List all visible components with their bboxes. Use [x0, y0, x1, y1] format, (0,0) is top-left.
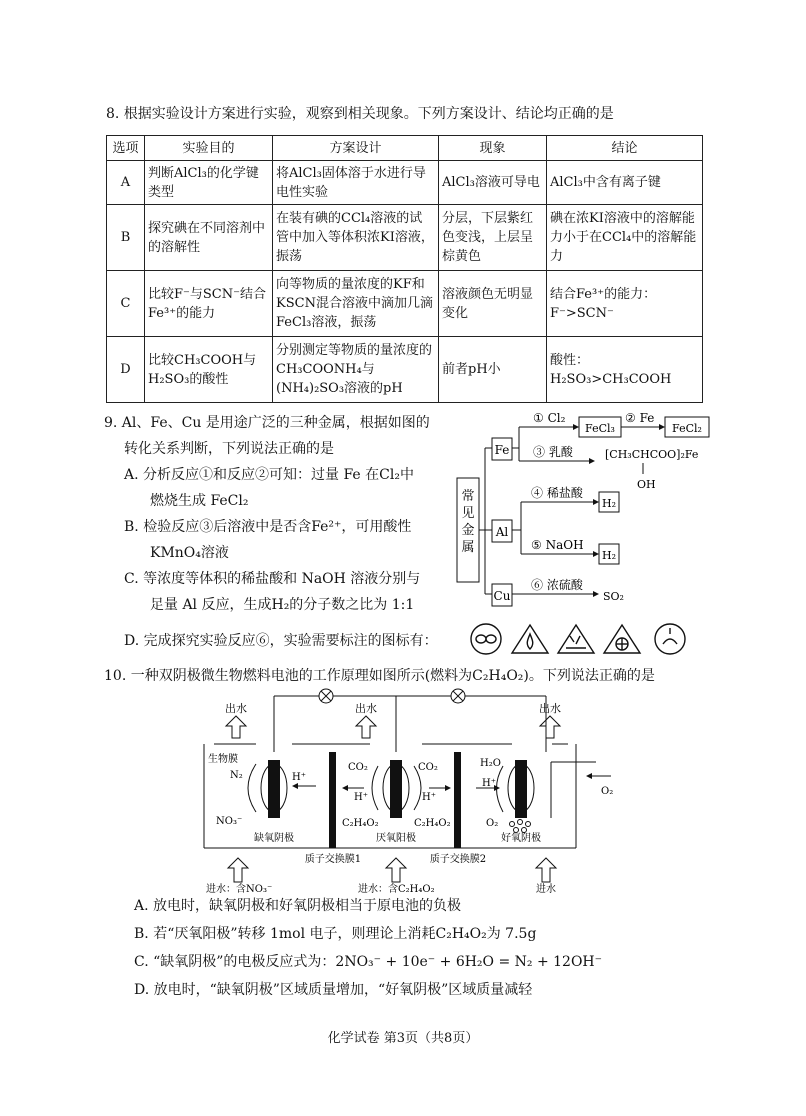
q10-option-d: D. 放电时，“缺氧阴极”区域质量增加，“好氧阴极”区域质量减轻 — [134, 982, 533, 998]
q9-option-b-line2: KMnO₄溶液 — [150, 545, 229, 561]
table-row — [107, 205, 703, 271]
q9-stem-line1: 9. Al、Fe、Cu 是用途广泛的三种金属，根据如图的 — [104, 415, 430, 431]
anaerobic-anode-label: 厌氧阳极 — [376, 833, 416, 844]
option-cell: B — [107, 205, 145, 271]
o2-label-1: O₂ — [486, 818, 499, 829]
cu-label: Cu — [493, 589, 511, 603]
anaerobic-anode-electrode — [390, 760, 402, 818]
no3-label: NO₃⁻ — [216, 816, 243, 827]
proton-membrane-2 — [454, 752, 461, 848]
q10-stem: 10. 一种双阴极微生物燃料电池的工作原理如图所示(燃料为C₂H₄O₂)。下列说法正确的是 — [104, 668, 655, 684]
proton-membrane-1 — [329, 752, 336, 848]
o2-label-2: O₂ — [601, 786, 614, 797]
product-fecl2: FeCl₂ — [672, 422, 702, 435]
aerobic-cathode-electrode — [515, 760, 527, 818]
conclusion-cell: 酸性：H₂SO₃>CH₃COOH — [547, 337, 703, 403]
q8-stem: 8. 根据实验设计方案进行实验，观察到相关现象。下列方案设计、结论均正确的是 — [106, 106, 614, 122]
al-label: Al — [495, 525, 509, 539]
aerobic-cathode-label: 好氧阴极 — [501, 833, 541, 844]
h-plus-label-4: H⁺ — [482, 778, 496, 789]
table-row — [107, 337, 703, 403]
biofilm-label: 生物膜 — [208, 754, 238, 765]
purpose-cell: 判断AlCl₃的化学键类型 — [145, 161, 273, 205]
root-label-4: 属 — [461, 540, 475, 555]
q9-stem-line2: 转化关系判断，下列说法正确的是 — [124, 441, 334, 457]
q9-option-b-line1: B. 检验反应③后溶液中是否含Fe²⁺，可用酸性 — [124, 519, 412, 535]
q10-option-a: A. 放电时，缺氧阴极和好氧阴极相当于原电池的负极 — [134, 898, 462, 914]
corrosive-icon — [558, 625, 594, 653]
hand-washing-icon — [655, 624, 685, 654]
q10-option-c: C. “缺氧阴极”的电极反应式为：2NO₃⁻ + 10e⁻ + 6H₂O = N₂ + 12OH⁻ — [134, 954, 603, 970]
phenomenon-cell: 溶液颜色无明显变化 — [439, 271, 547, 337]
q10-fuel-cell-diagram — [196, 688, 626, 894]
q9-option-c-line2: 足量 Al 反应，生成H₂的分子数之比为 1:1 — [150, 597, 415, 613]
design-cell: 在装有碘的CCl₄溶液的试管中加入等体积浓KI溶液，振荡 — [273, 205, 439, 271]
acetate-label-1: C₂H₄O₂ — [342, 818, 379, 829]
design-cell: 向等物质的量浓度的KF和KSCN混合溶液中滴加几滴FeCl₃溶液，振荡 — [273, 271, 439, 337]
header-cell: 方案设计 — [273, 136, 439, 161]
header-cell: 结论 — [547, 136, 703, 161]
q9-option-a-line1: A. 分析反应①和反应②可知：过量 Fe 在Cl₂中 — [124, 467, 414, 483]
membrane-2-label: 质子交换膜2 — [429, 854, 487, 865]
q8-table — [106, 135, 703, 403]
root-label-2: 见 — [461, 506, 475, 521]
table-header-row — [107, 136, 703, 161]
option-cell: C — [107, 271, 145, 337]
conclusion-cell: AlCl₃中含有离子键 — [547, 161, 703, 205]
q9-option-d: D. 完成探究实验反应⑥，实验需要标注的图标有： — [124, 633, 438, 649]
anoxic-cathode-label: 缺氧阴极 — [254, 833, 294, 844]
reagent-2: ② Fe — [625, 411, 655, 425]
h2o-label: H₂O — [480, 758, 501, 769]
conclusion-cell: 结合Fe³⁺的能力：F⁻>SCN⁻ — [547, 271, 703, 337]
fe-label: Fe — [494, 443, 510, 457]
phenomenon-cell: 前者pH小 — [439, 337, 547, 403]
reagent-5: ⑤ NaOH — [531, 538, 584, 552]
h-plus-label-3: H⁺ — [422, 792, 436, 803]
h-plus-label-2: H⁺ — [354, 792, 368, 803]
q9-option-a-line2: 燃烧生成 FeCl₂ — [150, 493, 249, 509]
product-so2: SO₂ — [603, 590, 624, 603]
inlet-label-2: 进水：含C₂H₄O₂ — [358, 884, 435, 894]
product-h2-1: H₂ — [601, 497, 617, 510]
ventilation-fan-icon — [604, 625, 640, 653]
purpose-cell: 比较F⁻与SCN⁻结合Fe³⁺的能力 — [145, 271, 273, 337]
inlet-label-3: 进水 — [536, 884, 556, 894]
root-label-1: 常 — [461, 489, 475, 504]
acetate-label-2: C₂H₄O₂ — [414, 818, 451, 829]
reagent-4: ④ 稀盐酸 — [531, 486, 583, 500]
reagent-3: ③ 乳酸 — [533, 445, 573, 459]
safety-icons — [470, 622, 700, 656]
header-cell: 现象 — [439, 136, 547, 161]
anoxic-cathode-electrode — [268, 760, 280, 818]
option-cell: D — [107, 337, 145, 403]
co2-label-1: CO₂ — [348, 762, 368, 773]
reagent-1: ① Cl₂ — [533, 411, 566, 425]
membrane-1-label: 质子交换膜1 — [304, 854, 362, 865]
design-cell: 将AlCl₃固体溶于水进行导电性实验 — [273, 161, 439, 205]
heating-icon — [512, 625, 548, 653]
outlet-label-2: 出水 — [355, 702, 377, 715]
product-fecl3: FeCl₃ — [585, 422, 615, 435]
h-plus-label-1: H⁺ — [292, 772, 306, 783]
table-row — [107, 271, 703, 337]
inlet-label-1: 进水：含NO₃⁻ — [206, 884, 273, 894]
conclusion-cell: 碘在浓KI溶液中的溶解能力小于在CCl₄中的溶解能力 — [547, 205, 703, 271]
q9-conversion-diagram — [455, 408, 725, 608]
table-row — [107, 161, 703, 205]
goggles-icon — [471, 624, 501, 654]
outlet-label-3: 出水 — [539, 702, 561, 715]
product-3-oh: OH — [637, 478, 656, 491]
q9-option-c-line1: C. 等浓度等体积的稀盐酸和 NaOH 溶液分别与 — [124, 571, 421, 587]
design-cell: 分别测定等物质的量浓度的CH₃COONH₄与(NH₄)₂SO₃溶液的pH — [273, 337, 439, 403]
root-label-3: 金 — [461, 523, 475, 538]
purpose-cell: 探究碘在不同溶剂中的溶解性 — [145, 205, 273, 271]
header-cell: 实验目的 — [145, 136, 273, 161]
product-h2-2: H₂ — [601, 549, 617, 562]
phenomenon-cell: AlCl₃溶液可导电 — [439, 161, 547, 205]
purpose-cell: 比较CH₃COOH与H₂SO₃的酸性 — [145, 337, 273, 403]
option-cell: A — [107, 161, 145, 205]
reagent-6: ⑥ 浓硫酸 — [531, 578, 583, 592]
phenomenon-cell: 分层，下层紫红色变浅，上层呈棕黄色 — [439, 205, 547, 271]
outlet-label-1: 出水 — [225, 702, 247, 715]
header-cell: 选项 — [107, 136, 145, 161]
n2-label: N₂ — [230, 770, 243, 781]
q10-option-b: B. 若“厌氧阳极”转移 1mol 电子，则理论上消耗C₂H₄O₂为 7.5g — [134, 926, 537, 942]
product-3: [CH₃CHCOO]₂Fe — [605, 448, 699, 461]
page-footer: 化学试卷 第3页（共8页） — [327, 1031, 479, 1046]
co2-label-2: CO₂ — [418, 762, 438, 773]
